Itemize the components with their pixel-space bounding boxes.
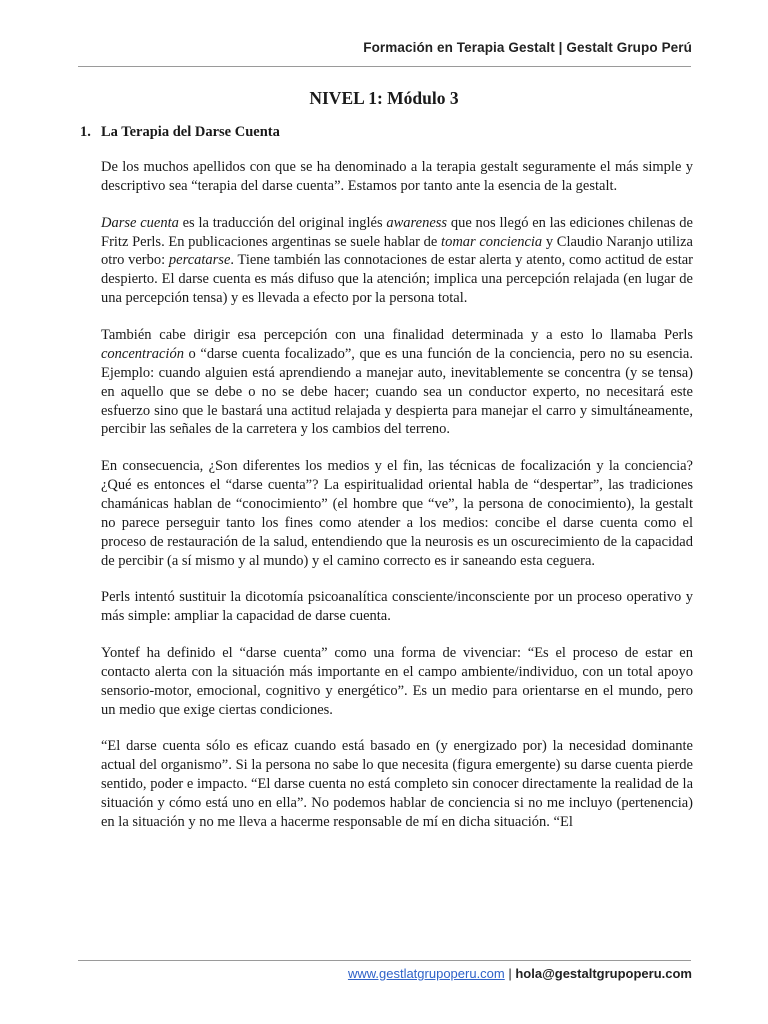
page-footer: [348, 966, 692, 981]
section-title: La Terapia del Darse Cuenta: [101, 124, 280, 140]
italic-term: tomar conciencia: [441, 233, 543, 250]
header-divider: [78, 66, 691, 67]
footer-separator: |: [504, 966, 516, 981]
website-link[interactable]: www.gestlatgrupoperu.com: [347, 966, 505, 981]
paragraph-text: También cabe dirigir esa percepción con una finalidad determinada y a esto lo llamaba Perls: [101, 326, 693, 343]
paragraph-text: es la traducción del original inglés: [178, 214, 387, 231]
footer-divider: [78, 960, 691, 961]
module-title: NIVEL 1: Módulo 3: [309, 88, 459, 108]
paragraph-5: Perls intentó sustituir la dicotomía psicoanalítica consciente/inconsciente por un proceso operativo y más simple: ampliar la capacidad de darse cuenta.: [101, 589, 693, 625]
italic-term: percatarse: [168, 252, 231, 269]
paragraph-text: o “darse cuenta focalizado”, que es una función de la conciencia, pero no su esencia. Ejemplo: cuando alguien está aprendiendo a manejar auto, inevitablemente se concentra (y se tensa) en aquello que se debe o no se debe hacer; cuando sea un conductor experto, no necesitará este esfuerzo sino que le bastará una actitud relajada y despierta para manejar el carro y simultáneamente, percibir las señales de la carretera y los cambios del terreno.: [101, 345, 693, 438]
paragraph-text: que nos llegó en las ediciones chilenas de Fritz Perls. En publicaciones argentinas se suele hablar de: [101, 214, 693, 250]
paragraph-4: En consecuencia, ¿Son diferentes los medios y el fin, las técnicas de focalización y la conciencia? ¿Qué es entonces el “darse cuenta”? La espiritualidad oriental habla de “despertar”, las tradiciones chamánicas hablan de “conocimiento” (el hombre que “ve”, la persona de conocimiento), la gestalt no parece perseguir tanto los fines como atender a los medios: concibe el darse cuenta como el proceso de restauración de la salud, entendiendo que la neurosis es un oscurecimiento de la capacidad de percibir (a sí mismo y al mundo) y el camino correcto es ir saneando esta ceguera.: [101, 458, 693, 569]
italic-term: Darse cuenta: [101, 214, 179, 231]
header-title: Formación en Terapia Gestalt | Gestalt Grupo Perú: [363, 40, 692, 55]
paragraph-text: y Claudio Naranjo utiliza otro verbo:: [101, 233, 693, 269]
section-heading: [80, 124, 280, 141]
paragraph-1: De los muchos apellidos con que se ha denominado a la terapia gestalt seguramente el más simple y descriptivo sea “terapia del darse cuenta”. Estamos por tanto ante la esencia de la gestalt.: [101, 159, 693, 194]
paragraph-7: “El darse cuenta sólo es eficaz cuando está basado en (y energizado por) la necesidad dominante actual del organismo”. Si la persona no sabe lo que necesita (figura emergente) su darse cuenta pierde sentido, poder e impacto. “El darse cuenta no está completo sin conocer directamente la realidad de la situación y cómo está uno en ella”. No podemos hablar de conciencia si no me incluyo (pertenencia) en la situación y no me lleva a hacerme responsable de mí en dicha situación. “El: [101, 738, 693, 831]
email-address[interactable]: hola@gestaltgrupoperu.com: [515, 966, 692, 981]
page-header: [363, 40, 692, 55]
italic-term: concentración: [101, 345, 184, 362]
section-number: 1.: [80, 124, 91, 140]
italic-term: awareness: [386, 214, 448, 231]
paragraph-6: Yontef ha definido el “darse cuenta” como una forma de vivenciar: “Es el proceso de estar en contacto alerta con la situación más importante en el campo ambiente/individuo, con un total apoyo sensorio-motor, emocional, cognitivo y energético”. Es un medio para orientarse en el mundo, pero un medio que exige ciertas condiciones.: [101, 645, 693, 718]
document-body: [101, 158, 693, 850]
paragraph-3: [101, 326, 693, 439]
paragraph-text: . Tiene también las connotaciones de estar alerta y atento, como actitud de estar despierto. El darse cuenta es más difuso que la atención; implica una percepción relajada (en lugar de una percepción tensa) y es llevada a efecto por la persona total.: [101, 252, 694, 307]
paragraph-2: [101, 214, 693, 309]
